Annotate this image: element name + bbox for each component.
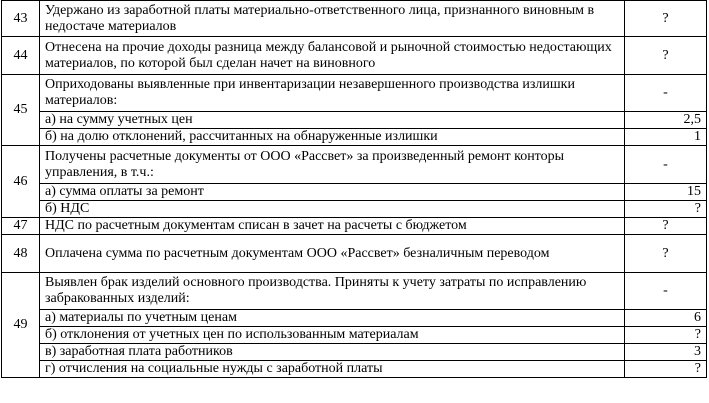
amount-cell: 15 (625, 184, 707, 201)
table-subrow (2, 361, 707, 378)
table-subrow (2, 201, 707, 218)
amount-cell: ? (625, 235, 707, 273)
amount-cell: 2,5 (625, 112, 707, 129)
row-number: 46 (2, 146, 40, 218)
amount-cell: ? (625, 37, 707, 75)
table-row (2, 146, 707, 184)
operation-text: Выявлен брак изделий основного производства. Приняты к учету затраты по исправлению забракованных изделий: (40, 273, 625, 310)
amount-cell: ? (625, 1, 707, 37)
operation-text: Отнесена на прочие доходы разница между балансовой и рыночной стоимостью недостающих материалов, по которой был сделан начет на виновного (40, 37, 625, 75)
operation-text: Оплачена сумма по расчетным документам ООО «Рассвет» безналичным переводом (40, 235, 625, 273)
row-number: 47 (2, 218, 40, 235)
row-number: 49 (2, 273, 40, 378)
operation-text: Оприходованы выявленные при инвентаризации незавершенного производства излишки материалов: (40, 75, 625, 112)
row-number: 44 (2, 37, 40, 75)
amount-cell: - (625, 273, 707, 310)
operation-subitem: б) НДС (40, 201, 625, 218)
operation-subitem: а) сумма оплаты за ремонт (40, 184, 625, 201)
amount-cell: 1 (625, 129, 707, 146)
table-row (2, 273, 707, 310)
amount-cell: 6 (625, 310, 707, 327)
operation-text: НДС по расчетным документам списан в зачет на расчеты с бюджетом (40, 218, 625, 235)
amount-cell: ? (625, 201, 707, 218)
amount-cell: 3 (625, 344, 707, 361)
table-subrow (2, 184, 707, 201)
table-row (2, 1, 707, 37)
operation-subitem: г) отчисления на социальные нужды с заработной платы (40, 361, 625, 378)
table-row (2, 235, 707, 273)
amount-cell: ? (625, 218, 707, 235)
row-number: 43 (2, 1, 40, 37)
operation-subitem: б) на долю отклонений, рассчитанных на обнаруженные излишки (40, 129, 625, 146)
amount-cell: - (625, 146, 707, 184)
table-subrow (2, 344, 707, 361)
amount-cell: - (625, 75, 707, 112)
operations-table (1, 0, 707, 378)
operation-subitem: а) на сумму учетных цен (40, 112, 625, 129)
row-number: 48 (2, 235, 40, 273)
row-number: 45 (2, 75, 40, 146)
table-row (2, 75, 707, 112)
table-subrow (2, 129, 707, 146)
table-row (2, 218, 707, 235)
operation-text: Удержано из заработной платы материально-ответственного лица, признанного виновным в недостаче материалов (40, 1, 625, 37)
table-row (2, 37, 707, 75)
operation-text: Получены расчетные документы от ООО «Рассвет» за произведенный ремонт конторы управления, в т.ч.: (40, 146, 625, 184)
amount-cell: ? (625, 361, 707, 378)
table-subrow (2, 310, 707, 327)
operation-subitem: а) материалы по учетным ценам (40, 310, 625, 327)
table-subrow (2, 327, 707, 344)
operation-subitem: б) отклонения от учетных цен по использованным материалам (40, 327, 625, 344)
table-subrow (2, 112, 707, 129)
amount-cell: ? (625, 327, 707, 344)
operation-subitem: в) заработная плата работников (40, 344, 625, 361)
